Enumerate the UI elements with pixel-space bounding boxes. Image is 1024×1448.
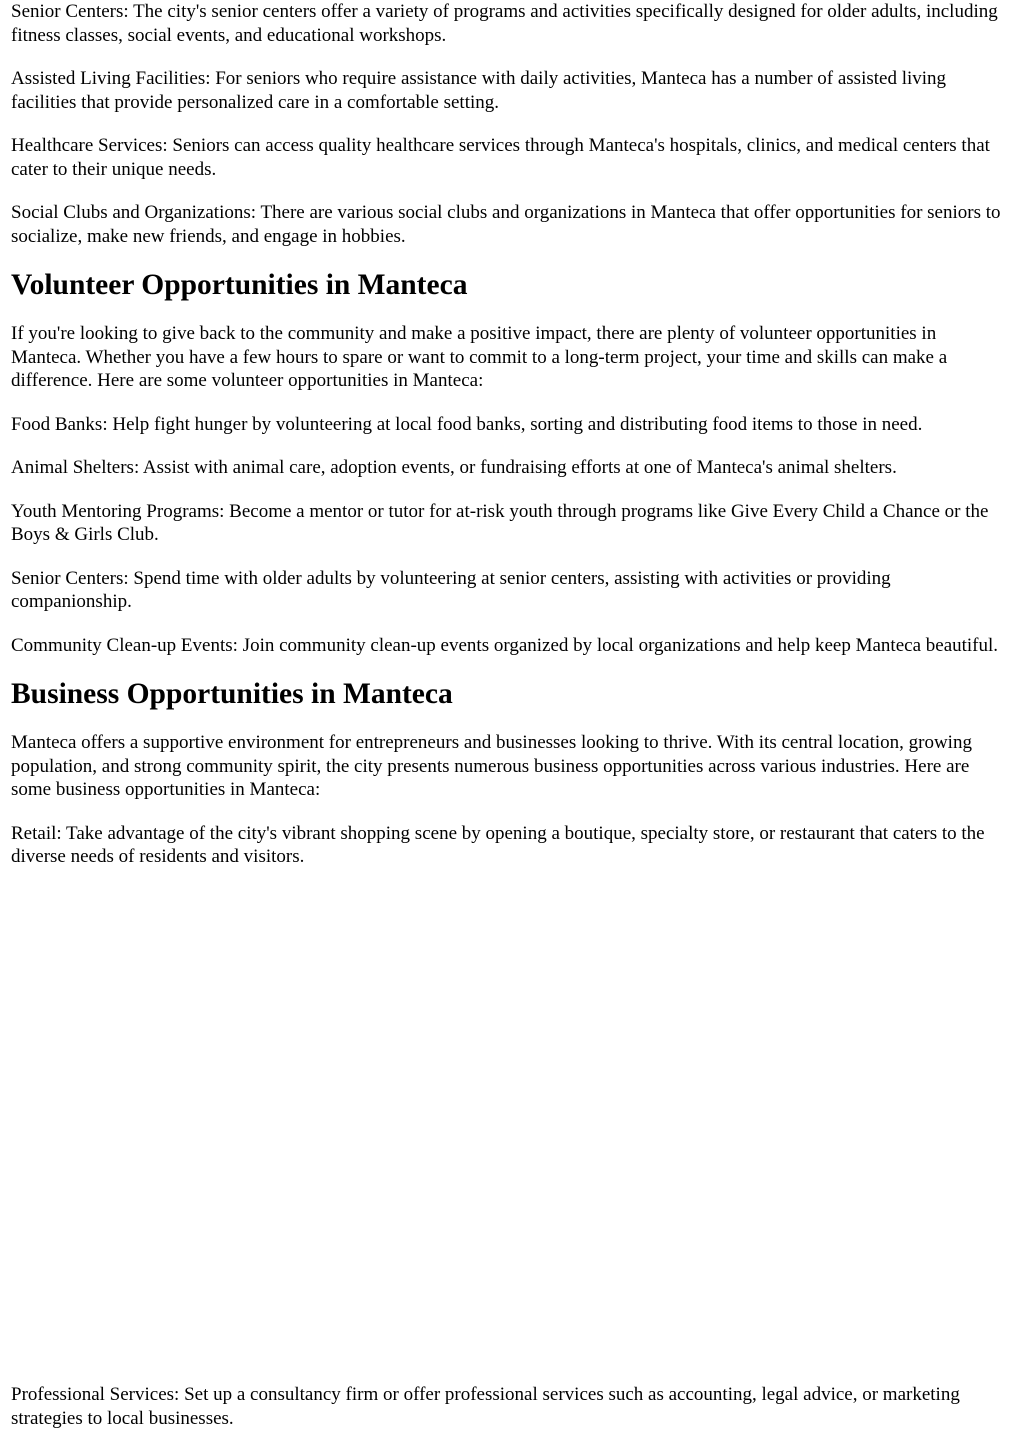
article-body [11,0,1007,869]
paragraph-healthcare-services: Healthcare Services: Seniors can access quality healthcare services through Manteca's hospitals, clinics, and medical centers that cater to their unique needs. [11,135,990,180]
paragraph-social-clubs: Social Clubs and Organizations: There are various social clubs and organizations in Manteca that offer opportunities for seniors to socialize, make new friends, and engage in hobbies. [11,202,1001,247]
paragraph-professional-services: Professional Services: Set up a consultancy firm or offer professional services such as accounting, legal advice, or marketing strategies to local businesses. [11,1384,960,1429]
paragraph-food-banks: Food Banks: Help fight hunger by volunteering at local food banks, sorting and distributing food items to those in need. [11,413,923,435]
paragraph-animal-shelters: Animal Shelters: Assist with animal care, adoption events, or fundraising efforts at one of Manteca's animal shelters. [11,457,897,478]
heading-volunteer-opportunities: Volunteer Opportunities in Manteca [11,269,468,301]
page-bottom-section [11,1383,1007,1430]
paragraph-volunteer-intro: If you're looking to give back to the community and make a positive impact, there are plenty of volunteer opportunities in Manteca. Whether you have a few hours to spare or want to commit to a long-term project, your time and skills can make a difference. Here are some volunteer opportunities in Manteca: [11,323,948,391]
paragraph-retail: Retail: Take advantage of the city's vibrant shopping scene by opening a boutique, specialty store, or restaurant that caters to the diverse needs of residents and visitors. [11,822,985,867]
paragraph-senior-centers: Senior Centers: The city's senior centers offer a variety of programs and activities specifically designed for older adults, including fitness classes, social events, and educational workshops. [11,1,998,46]
paragraph-volunteer-senior-centers: Senior Centers: Spend time with older adults by volunteering at senior centers, assisting with activities or providing companionship. [11,567,891,612]
paragraph-community-cleanup: Community Clean-up Events: Join community clean-up events organized by local organizations and help keep Manteca beautiful. [11,634,999,656]
paragraph-youth-mentoring: Youth Mentoring Programs: Become a mentor or tutor for at-risk youth through programs like Give Every Child a Chance or the Boys & Girls Club. [11,500,989,545]
paragraph-assisted-living: Assisted Living Facilities: For seniors who require assistance with daily activities, Manteca has a number of assisted living facilities that provide personalized care in a comfortable setting. [11,68,947,113]
paragraph-business-intro: Manteca offers a supportive environment for entrepreneurs and businesses looking to thrive. With its central location, growing population, and strong community spirit, the city presents numerous business opportunities across various industries. Here are some business opportunities in Manteca: [11,732,972,800]
heading-business-opportunities: Business Opportunities in Manteca [11,678,453,710]
